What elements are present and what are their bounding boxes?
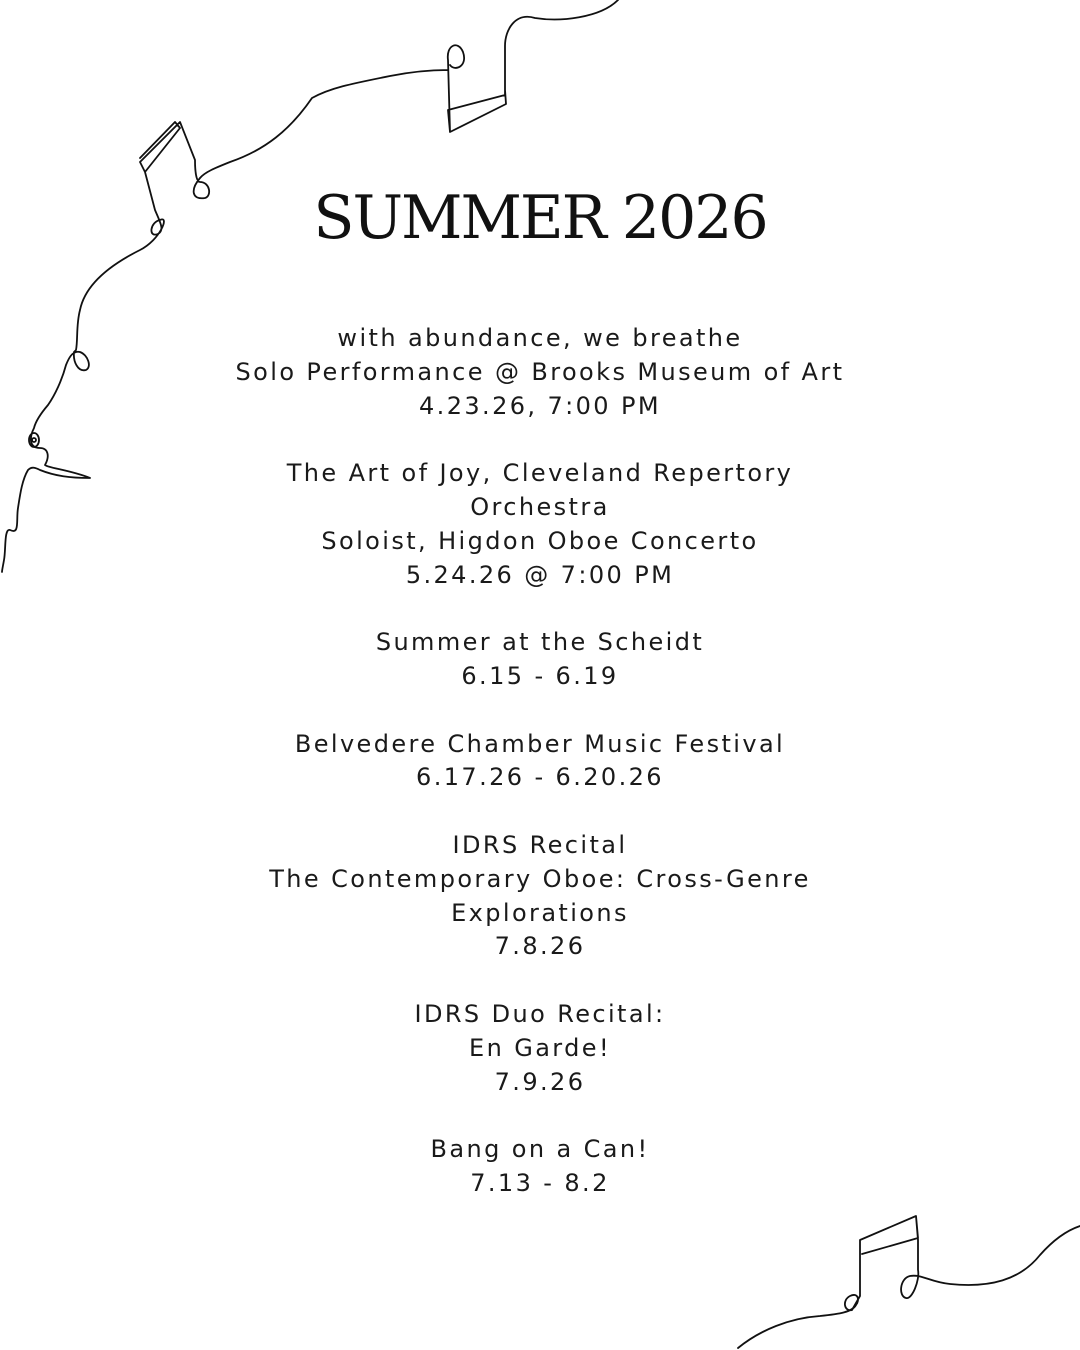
event-line: Solo Performance @ Brooks Museum of Art <box>235 357 845 386</box>
event-brooks-museum <box>140 322 940 423</box>
event-line: Explorations <box>451 898 629 927</box>
event-line: 4.23.26, 7:00 PM <box>419 391 661 420</box>
event-line: IDRS Recital <box>452 830 628 859</box>
event-line: 7.13 - 8.2 <box>470 1168 610 1197</box>
event-line: IDRS Duo Recital: <box>414 999 666 1028</box>
event-line: Belvedere Chamber Music Festival <box>294 729 786 758</box>
event-schedule <box>140 322 940 1201</box>
event-line: 6.15 - 6.19 <box>461 661 619 690</box>
event-line: Orchestra <box>470 492 610 521</box>
event-line: 7.9.26 <box>494 1067 586 1096</box>
event-idrs-recital <box>140 829 940 964</box>
event-idrs-duo-recital <box>140 998 940 1099</box>
event-line: The Art of Joy, Cleveland Repertory <box>286 459 794 488</box>
event-line: 5.24.26 @ 7:00 PM <box>405 560 675 589</box>
event-line: The Contemporary Oboe: Cross-Genre <box>269 864 811 893</box>
event-line: Summer at the Scheidt <box>375 628 705 657</box>
page-title: SUMMER 2026 <box>313 183 767 253</box>
event-line: Soloist, Higdon Oboe Concerto <box>321 526 759 555</box>
event-line: Bang on a Can! <box>430 1135 650 1164</box>
event-line: 7.8.26 <box>494 932 586 961</box>
event-line: 6.17.26 - 6.20.26 <box>416 763 664 792</box>
event-line: En Garde! <box>469 1033 611 1062</box>
event-belvedere <box>140 728 940 796</box>
event-art-of-joy <box>140 457 940 592</box>
event-bang-on-a-can <box>140 1133 940 1201</box>
event-line: with abundance, we breathe <box>337 324 743 352</box>
event-summer-scheidt <box>140 626 940 694</box>
